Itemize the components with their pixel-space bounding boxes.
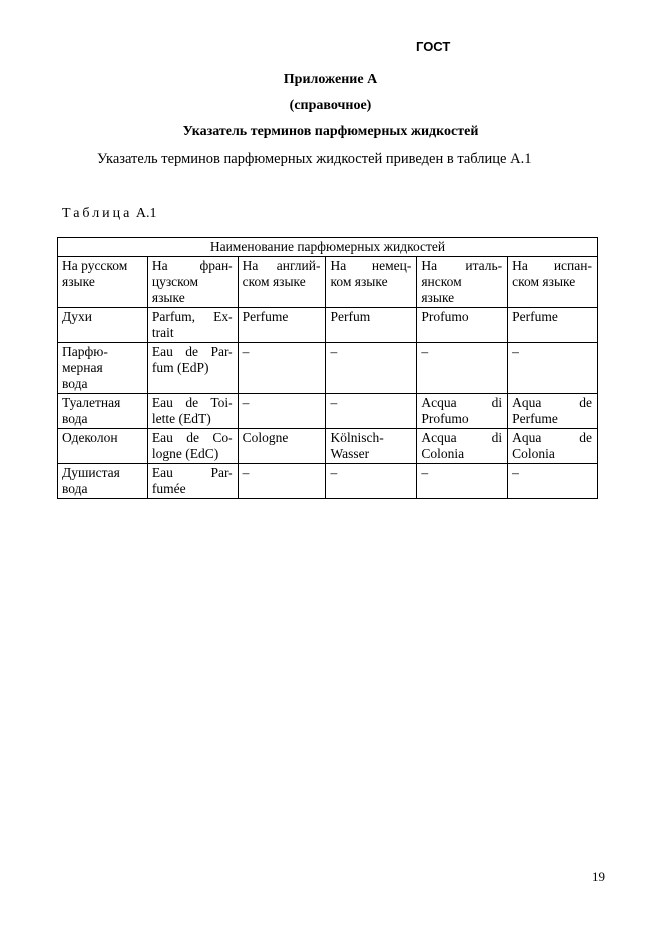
cell-ru: Душистая вода — [58, 464, 148, 499]
table-row — [58, 343, 598, 394]
cell-de: – — [326, 394, 417, 429]
cell-fr: Eau de Par- fum (EdP) — [147, 343, 238, 394]
cell-de: – — [326, 464, 417, 499]
appendix-intro: Указатель терминов парфюмерных жидкостей приведен в таблице А.1 — [97, 151, 532, 167]
terms-table — [57, 237, 598, 499]
appendix-heading: Указатель терминов парфюмерных жидкостей — [182, 124, 479, 139]
cell-es: – — [508, 464, 598, 499]
table-caption-word: Таблица — [62, 206, 133, 221]
cell-es: – — [508, 343, 598, 394]
appendix-status: (справочное) — [289, 98, 372, 113]
cell-en: Cologne — [238, 429, 326, 464]
table-row — [58, 308, 598, 343]
appendix-title: Приложение А — [283, 72, 378, 87]
cell-it: – — [417, 343, 508, 394]
cell-de: – — [326, 343, 417, 394]
cell-fr: Eau de Toi- lette (EdT) — [147, 394, 238, 429]
cell-fr: Eau Par- fumée — [147, 464, 238, 499]
cell-it: Profumo — [417, 308, 508, 343]
cell-fr: Parfum, Ex- trait — [147, 308, 238, 343]
table-row — [58, 464, 598, 499]
column-header-de: На немец- ком языке — [326, 257, 417, 308]
cell-ru: Духи — [58, 308, 148, 343]
standard-header: ГОСТ — [416, 39, 451, 54]
page-number: 19 — [592, 869, 605, 884]
cell-fr: Eau de Co- logne (EdC) — [147, 429, 238, 464]
cell-ru: Туалетная вода — [58, 394, 148, 429]
cell-en: Perfume — [238, 308, 326, 343]
cell-en: – — [238, 464, 326, 499]
cell-es: Aqua de Perfume — [508, 394, 598, 429]
cell-es: Aqua de Colonia — [508, 429, 598, 464]
cell-de: Kölnisch- Wasser — [326, 429, 417, 464]
column-header-ru: На русском языке — [58, 257, 148, 308]
cell-es: Perfume — [508, 308, 598, 343]
cell-en: – — [238, 343, 326, 394]
cell-it: Acqua di Colonia — [417, 429, 508, 464]
column-header-es: На испан- ском языке — [508, 257, 598, 308]
cell-it: Acqua di Profumo — [417, 394, 508, 429]
table-title-row — [58, 238, 598, 257]
cell-en: – — [238, 394, 326, 429]
table-caption — [62, 206, 157, 222]
cell-ru: Парфю- мерная вода — [58, 343, 148, 394]
table-title: Наименование парфюмерных жидкостей — [58, 238, 598, 257]
table-header-row — [58, 257, 598, 308]
table-row — [58, 429, 598, 464]
cell-de: Perfum — [326, 308, 417, 343]
table-row — [58, 394, 598, 429]
table-caption-number: А.1 — [135, 206, 157, 221]
column-header-it: На италь- янском языке — [417, 257, 508, 308]
column-header-fr: На фран- цузском языке — [147, 257, 238, 308]
cell-it: – — [417, 464, 508, 499]
column-header-en: На англий- ском языке — [238, 257, 326, 308]
cell-ru: Одеколон — [58, 429, 148, 464]
